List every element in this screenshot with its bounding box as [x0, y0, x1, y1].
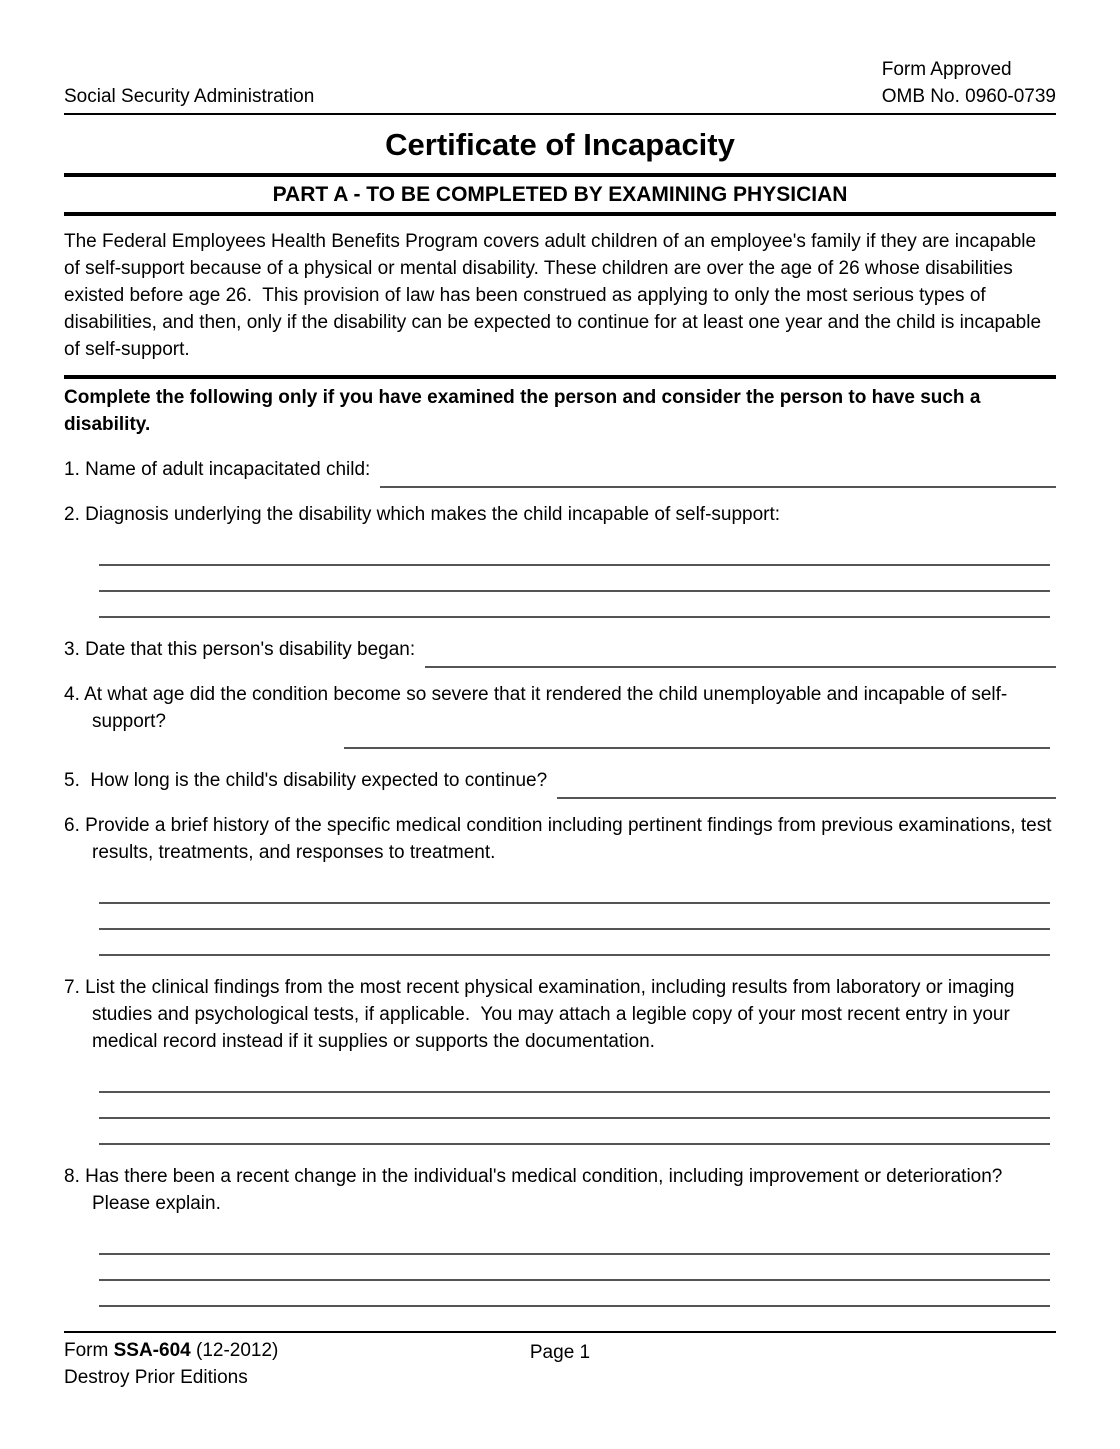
- form-number: SSA-604: [113, 1340, 191, 1361]
- answer-line[interactable]: [99, 592, 1050, 618]
- answer-line[interactable]: [99, 1281, 1050, 1307]
- question-8-number: 8.: [64, 1166, 80, 1187]
- form-approved-label: Form Approved: [881, 59, 1012, 80]
- question-1-label: [64, 456, 370, 483]
- question-3-text: Date that this person's disability began:: [85, 639, 416, 660]
- question-6-text: Provide a brief history of the specific medical condition including pertinent findings from previous examinations, test results, treatments, and responses to treatment.: [85, 815, 1057, 863]
- question-3-label: [64, 636, 415, 663]
- answer-line[interactable]: [99, 540, 1050, 566]
- question-6-label: [64, 812, 1056, 866]
- question-8-answer-area: [99, 1229, 1050, 1307]
- answer-line[interactable]: [99, 1255, 1050, 1281]
- form-revision: (12-2012): [190, 1340, 279, 1361]
- answer-line[interactable]: [99, 1067, 1050, 1093]
- agency-label: Social Security Administration: [64, 86, 315, 107]
- question-1-number: 1.: [64, 459, 80, 480]
- instruction-text: Complete the following only if you have examined the person and consider the person to have such a disability.: [64, 375, 1056, 438]
- question-3-number: 3.: [64, 639, 80, 660]
- question-4: [64, 681, 1056, 749]
- question-7-answer-area: [99, 1067, 1050, 1145]
- answer-line-q1[interactable]: [380, 461, 1056, 488]
- form-title: Certificate of Incapacity: [385, 127, 735, 162]
- question-5: [64, 767, 1056, 794]
- page-footer: [64, 1331, 1056, 1391]
- answer-line-q3[interactable]: [425, 641, 1056, 668]
- answer-line[interactable]: [99, 1229, 1050, 1255]
- question-2-label: [64, 501, 1056, 528]
- question-7-label: [64, 974, 1056, 1055]
- form-approval-block: [882, 56, 1056, 110]
- part-a-heading: PART A - TO BE COMPLETED BY EXAMINING PHYSICIAN: [64, 173, 1056, 216]
- intro-paragraph: The Federal Employees Health Benefits Program covers adult children of an employee's family if they are incapable of self-support because of a physical or mental disability. These children are over the age of 26 whose disabilities existed before age 26. This provision of law has been construed as applying to only the most serious types of disabilities, and then, only if the disability can be expected to continue for at least one year and the child is incapable of self-support.: [64, 231, 1047, 360]
- question-7: [64, 974, 1056, 1145]
- destroy-note: Destroy Prior Editions: [64, 1367, 248, 1388]
- question-3: [64, 636, 1056, 663]
- question-2-number: 2.: [64, 504, 80, 525]
- question-7-number: 7.: [64, 977, 80, 998]
- form-header: [64, 56, 1056, 115]
- answer-line[interactable]: [99, 878, 1050, 904]
- question-1-text: Name of adult incapacitated child:: [85, 459, 371, 480]
- question-8-text: Has there been a recent change in the individual's medical condition, including improvement or deterioration? Please explain.: [85, 1166, 1013, 1214]
- question-2: [64, 501, 1056, 618]
- answer-line[interactable]: [99, 1093, 1050, 1119]
- question-2-text: Diagnosis underlying the disability which makes the child incapable of self-support:: [85, 504, 781, 525]
- answer-line-q4[interactable]: [344, 747, 1050, 749]
- answer-line[interactable]: [99, 1119, 1050, 1145]
- question-6-answer-area: [99, 878, 1050, 956]
- omb-number-label: OMB No. 0960-0739: [881, 86, 1056, 107]
- question-4-text: At what age did the condition become so severe that it rendered the child unemployable and incapable of self-support?: [84, 684, 1008, 732]
- answer-line[interactable]: [99, 566, 1050, 592]
- question-7-text: List the clinical findings from the most recent physical examination, including results from laboratory or imaging studies and psychological tests, if applicable. You may attach a legible copy of your most recent entry in your medical record instead if it supplies or supports the documentation.: [85, 977, 1020, 1052]
- question-5-label: [64, 767, 547, 794]
- question-6: [64, 812, 1056, 956]
- question-6-number: 6.: [64, 815, 80, 836]
- question-8-label: [64, 1163, 1056, 1217]
- answer-line[interactable]: [99, 930, 1050, 956]
- question-5-text: How long is the child's disability expected to continue?: [85, 770, 548, 791]
- form-prefix: Form: [64, 1340, 114, 1361]
- question-4-label: [64, 681, 1056, 735]
- question-1: [64, 456, 1056, 483]
- answer-line[interactable]: [99, 904, 1050, 930]
- question-5-number: 5.: [64, 770, 80, 791]
- question-8: [64, 1163, 1056, 1307]
- page-number: Page 1: [529, 1342, 591, 1363]
- question-2-answer-area: [99, 540, 1050, 618]
- answer-line-q5[interactable]: [557, 772, 1056, 799]
- question-4-number: 4.: [64, 684, 80, 705]
